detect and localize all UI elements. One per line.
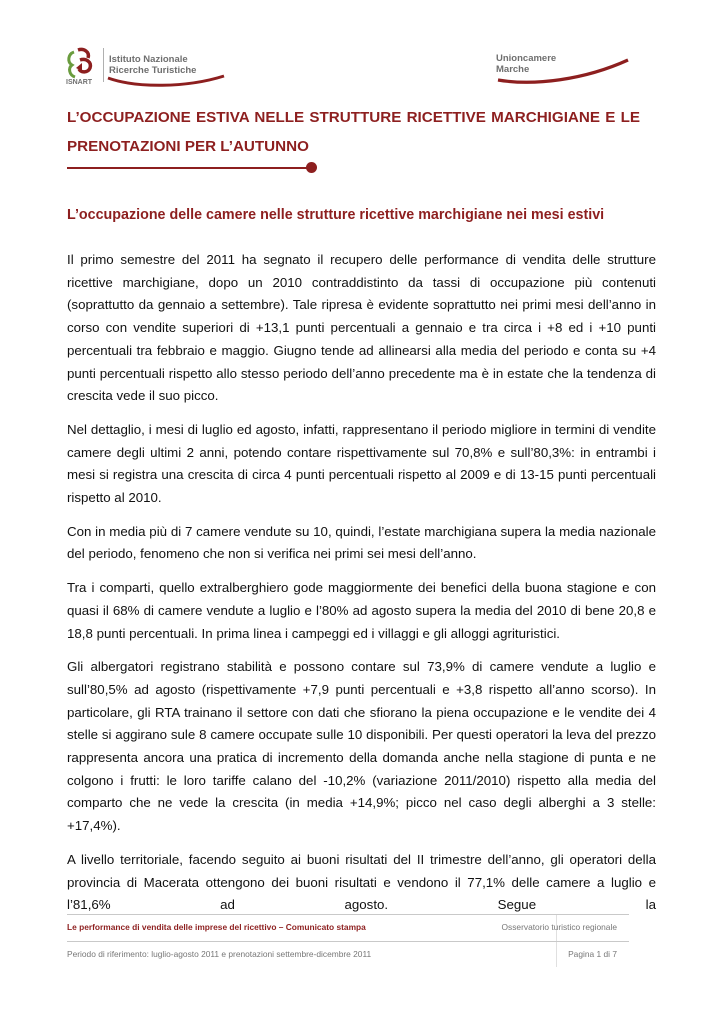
isnart-abbr: ISNART xyxy=(66,79,93,86)
page-number: Pagina 1 di 7 xyxy=(568,949,617,959)
paragraph: Tra i comparti, quello extralberghiero gode maggiormente dei benefici della buona stagione e con quasi il 68% di camere vendute a luglio e l’80% ad agosto supera la media del 2010 di bene 20,8 e 18,8 punti percentuali. In prima linea i campeggi ed i villaggi e gli alloggi agrituristici. xyxy=(67,580,656,641)
isnart-logo-divider xyxy=(103,48,104,82)
document-body xyxy=(67,249,656,917)
divider-dot-icon xyxy=(306,162,317,173)
footer-row-top xyxy=(67,915,629,940)
unioncamere-logo-swoosh-icon xyxy=(494,58,630,88)
unioncamere-logo xyxy=(494,46,630,90)
isnart-logo xyxy=(66,46,236,90)
unioncamere-logo-line2: Marche xyxy=(496,64,530,75)
paragraph: Con in media più di 7 camere vendute su 10, quindi, l’estate marchigiana supera la media nazionale del periodo, fenomeno che non si verifica nei primi sei mesi dell’anno. xyxy=(67,523,656,562)
document-title: L’OCCUPAZIONE ESTIVA NELLE STRUTTURE RICETTIVE MARCHIGIANE E LE PRENOTAZIONI PER L’AUTUNNO xyxy=(67,109,640,155)
isnart-logo-line2: Ricerche Turistiche xyxy=(109,65,197,76)
isnart-logo-line1: Istituto Nazionale xyxy=(109,54,188,65)
paragraph: A livello territoriale, facendo seguito ai buoni risultati del II trimestre dell’anno, gli operatori della provincia di Macerata ottengono dei buoni risultati e vendono il 77,1% delle camere a luglio e l’81,6% ad agosto. Segue la xyxy=(67,851,656,913)
paragraph: Il primo semestre del 2011 ha segnato il recupero delle performance di vendita delle strutture ricettive marchigiane, dopo un 2010 contraddistinto da tassi di occupazione più contenuti (soprattutto da gennaio a settembre). Tale ripresa è evidente soprattutto nei primi mesi dell’anno in corso con vendite superiori di +13,1 punti percentuali a gennaio e tra circa i +8 ed i +10 punti percentuali tra febbraio e maggio. Giugno tende ad allinearsi alla media del periodo e conta su +4 punti percentuali rispetto allo stesso periodo dell’anno precedente ma è in estate che la tendenza di crescita vede il suo picco. xyxy=(67,252,656,404)
page-footer xyxy=(67,914,629,967)
footer-reference-period: Periodo di riferimento: luglio-agosto 2011 e prenotazioni settembre-dicembre 2011 xyxy=(67,949,372,959)
section-subtitle: L’occupazione delle camere nelle strutture ricettive marchigiane nei mesi estivi xyxy=(67,207,605,223)
isnart-logo-swoosh-icon xyxy=(106,74,226,88)
unioncamere-logo-line1: Unioncamere xyxy=(496,53,557,64)
paragraph: Gli albergatori registrano stabilità e possono contare sul 73,9% di camere vendute a luglio e sull’80,5% ad agosto (rispettivamente +7,9 punti percentuali e +3,8 rispetto all’anno scorso). In particolare, gli RTA trainano il settore con dati che sfiorano la piena occupazione e le vendite dei 4 stelle si aggirano sule 8 camere occupate sulle 10 disponibili. Per questi operatori la leva del prezzo rappresenta ancora una pratica di incremento della domanda anche nella stagione di punta e ne colgono i frutti: le loro tariffe calano del -10,2% (variazione 2011/2010) rispetto alla media del comparto che ne vede la crescita (in media +14,9%; picco nel caso degli alberghi a 3 stelle: +17,4%). xyxy=(67,659,656,834)
footer-document-title: Le performance di vendita delle imprese del ricettivo – Comunicato stampa xyxy=(67,922,366,932)
title-divider xyxy=(67,167,312,169)
paragraph: Nel dettaglio, i mesi di luglio ed agosto, infatti, rappresentano il periodo migliore in termini di vendite camere degli ultimi 2 anni, potendo contare rispettivamente sul 70,8% e sull’80,3%: in entrambi i mesi si registra una crescita di circa 4 punti percentuali rispetto al 2009 e di 13-15 punti percentuali rispetto al 2010. xyxy=(67,421,656,506)
footer-observatory: Osservatorio turistico regionale xyxy=(501,922,617,932)
footer-row-bottom xyxy=(67,941,629,967)
